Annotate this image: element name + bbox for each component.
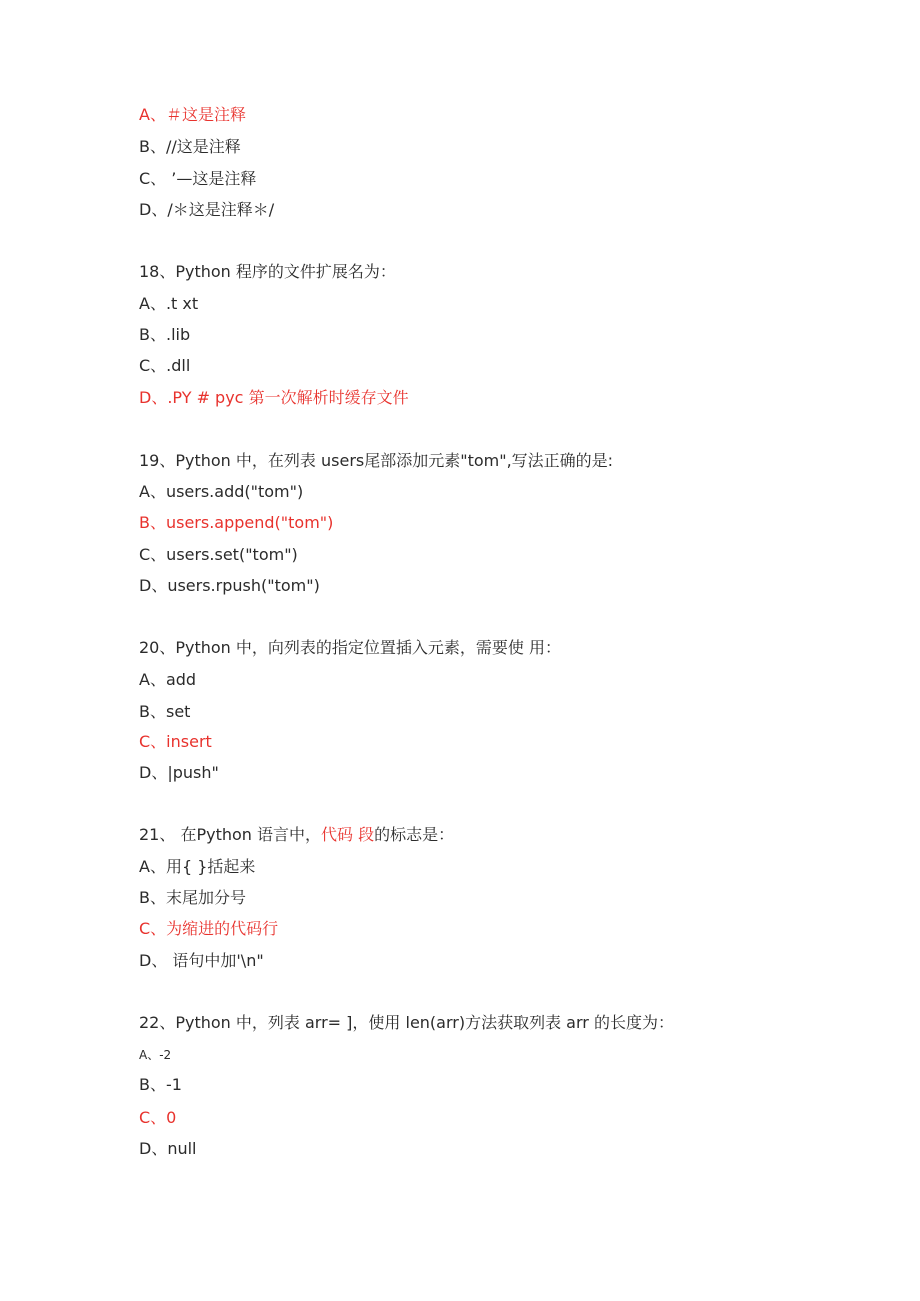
q19-option-d: D、users.rpush("tom"): [139, 576, 320, 595]
q21-option-d: D、 语句中加'\n": [139, 951, 264, 970]
q18-option-a: A、.t xt: [139, 294, 199, 313]
q21-question: [139, 825, 454, 845]
q22-option-b: B、-1: [139, 1075, 182, 1094]
q18-option-d: D、.PY # pyc 第一次解析时缓存文件: [139, 388, 409, 407]
q20-option-b: B、set: [139, 702, 191, 721]
q18-question: 18、Python 程序的文件扩展名为：: [139, 262, 396, 281]
q22-option-d: D、null: [139, 1139, 197, 1158]
q19-option-c: C、users.set("tom"): [139, 545, 298, 564]
q17-option-b: B、//这是注释: [139, 137, 241, 156]
q22-option-a: A、-2: [139, 1048, 172, 1062]
q22-question: 22、Python 中，列表 arr= ]，使用 len(arr)方法获取列表 arr 的长度为：: [139, 1013, 674, 1032]
q21-option-a: A、用{ }括起来: [139, 857, 256, 876]
q20-option-d: D、|push": [139, 763, 219, 782]
q20-question: 20、Python 中，向列表的指定位置插入元素，需要使 用：: [139, 638, 561, 657]
q22-option-c: C、0: [139, 1108, 177, 1127]
q20-option-c: C、insert: [139, 732, 212, 751]
q18-option-c: C、.dll: [139, 356, 191, 375]
q18-option-b: B、.lib: [139, 325, 191, 344]
q21-question-highlight: 代码 段: [321, 825, 375, 844]
q21-option-c: C、为缩进的代码行: [139, 919, 279, 938]
q21-option-b: B、末尾加分号: [139, 888, 246, 907]
q17-option-d: D、/＊这是注释＊/: [139, 200, 275, 219]
q20-option-a: A、add: [139, 670, 197, 689]
q17-option-a: A、＃这是注释: [139, 105, 246, 124]
q17-option-c: C、 ’—这是注释: [139, 169, 257, 188]
q19-option-b: B、users.append("tom"): [139, 513, 334, 532]
q19-question: 19、Python 中，在列表 users尾部添加元素"tom",写法正确的是:: [139, 451, 614, 470]
q21-question-prefix: 21、 在Python 语言中，: [139, 825, 321, 844]
q19-option-a: A、users.add("tom"): [139, 482, 304, 501]
q21-question-suffix: 的标志是：: [374, 825, 455, 844]
